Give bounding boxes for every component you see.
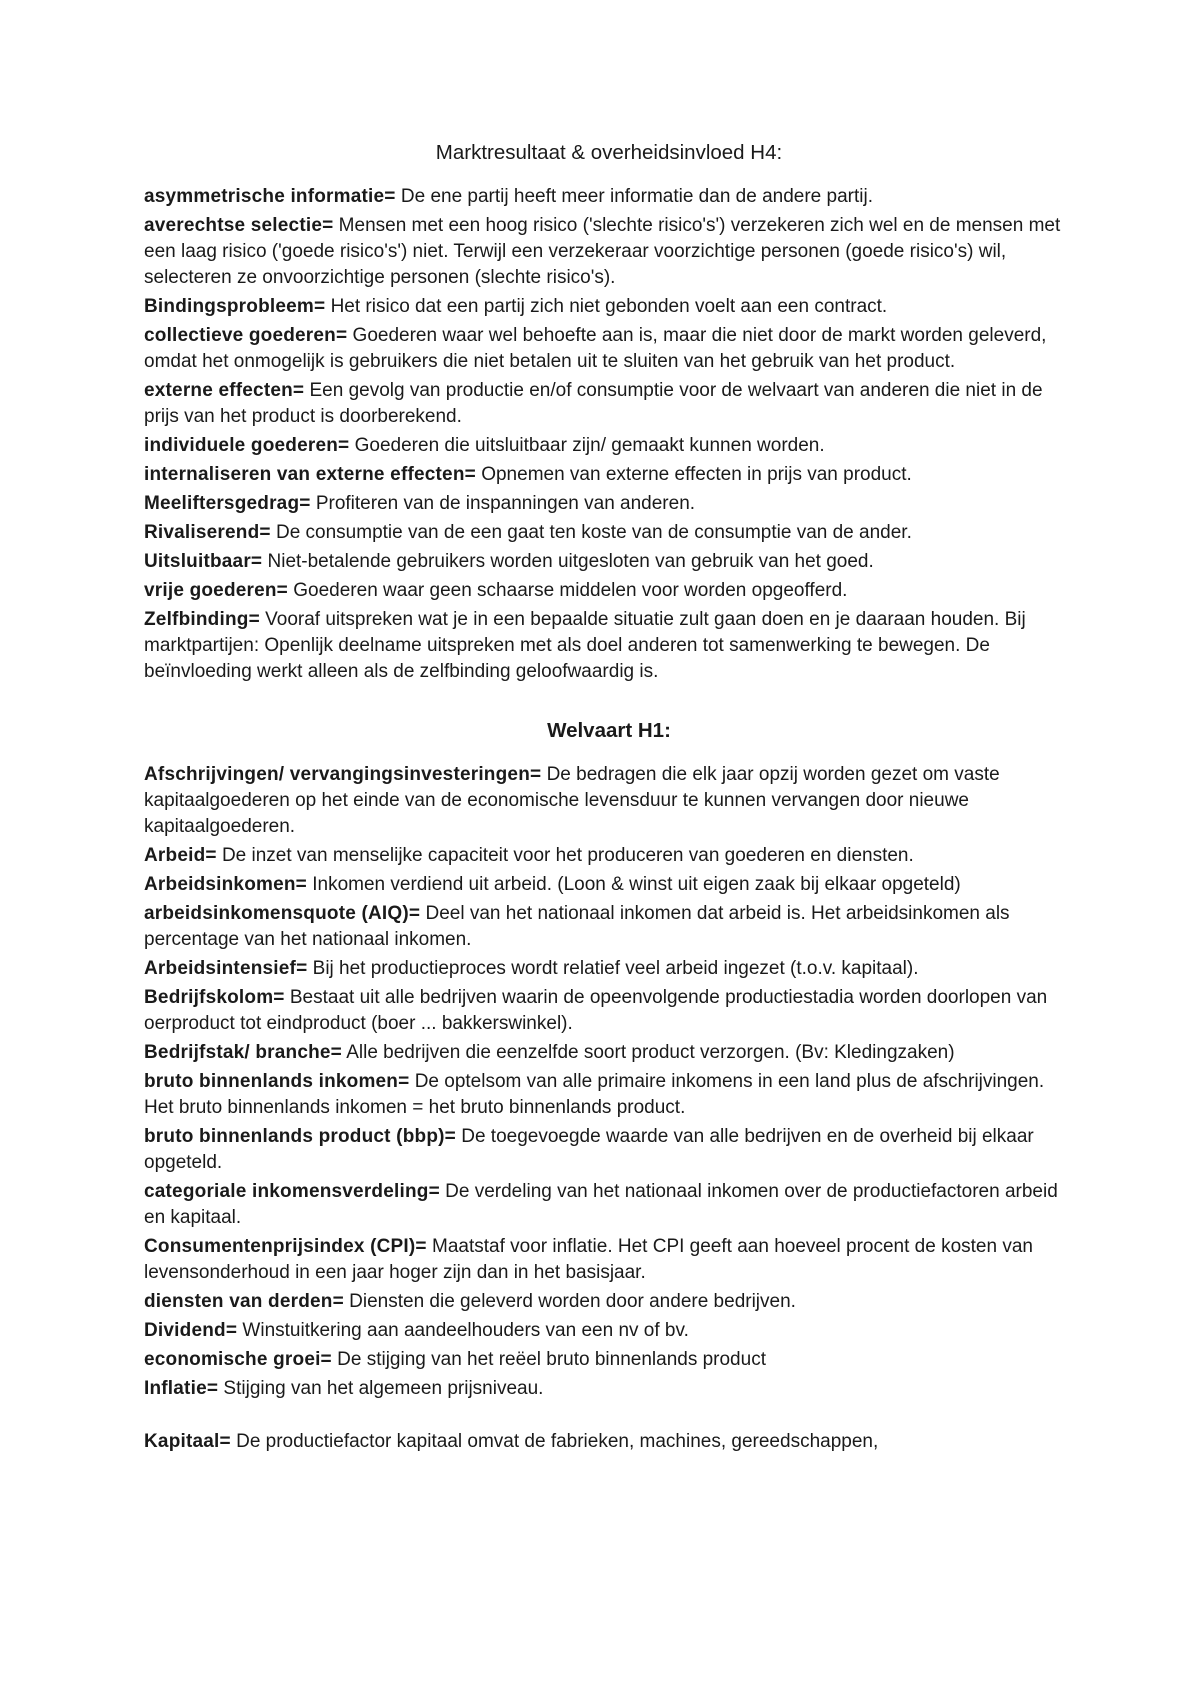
glossary-term: Bedrijfstak/ branche= — [144, 1042, 342, 1063]
glossary-definition: De optelsom van alle primaire inkomens in een land plus de afschrijvingen. Het bruto binnenlands inkomen = het bruto binnenlands product. — [144, 1071, 1045, 1118]
glossary-entry — [144, 491, 1074, 517]
glossary-term: economische groei= — [144, 1349, 332, 1370]
glossary-entry — [144, 956, 1074, 982]
glossary-entry — [144, 872, 1074, 898]
glossary-definition: Deel van het nationaal inkomen dat arbeid is. Het arbeidsinkomen als percentage van het nationaal inkomen. — [144, 903, 1010, 950]
glossary-term: Bedrijfskolom= — [144, 987, 285, 1008]
glossary-entry — [144, 323, 1074, 375]
glossary-term: Kapitaal= — [144, 1431, 231, 1452]
glossary-term: Arbeid= — [144, 845, 217, 866]
section-spacer — [144, 688, 1074, 718]
glossary-definition: Goederen waar geen schaarse middelen voor worden opgeofferd. — [287, 580, 848, 601]
glossary-entry — [144, 1124, 1074, 1176]
glossary-definition: De stijging van het reëel bruto binnenlands product — [331, 1349, 766, 1370]
glossary-entry — [144, 607, 1074, 685]
document-content — [144, 140, 1074, 1458]
glossary-entry — [144, 462, 1074, 488]
glossary-term: Consumentenprijsindex (CPI)= — [144, 1236, 427, 1257]
glossary-term: vrije goederen= — [144, 580, 288, 601]
glossary-term: bruto binnenlands product (bbp)= — [144, 1126, 456, 1147]
glossary-entry — [144, 549, 1074, 575]
glossary-definition: Vooraf uitspreken wat je in een bepaalde situatie zult gaan doen en je daaraan houden. Bij marktpartijen: Openlijk deelname uitspreken met als doel anderen tot samenwerking te bewegen. De beïnvloeding werkt alleen als de zelfbinding geloofwaardig is. — [144, 609, 1026, 682]
glossary-entry — [144, 1429, 1074, 1455]
glossary-term: bruto binnenlands inkomen= — [144, 1071, 410, 1092]
section-title-welvaart: Welvaart H1: — [547, 719, 671, 742]
glossary-entry — [144, 1289, 1074, 1315]
glossary-list-h4 — [144, 184, 1074, 685]
glossary-definition: Niet-betalende gebruikers worden uitgesloten van gebruik van het goed. — [262, 551, 874, 572]
glossary-entry — [144, 762, 1074, 840]
glossary-list-h1 — [144, 762, 1074, 1455]
glossary-entry — [144, 1179, 1074, 1231]
glossary-definition: De consumptie van de een gaat ten koste van de consumptie van de ander. — [270, 522, 912, 543]
glossary-entry — [144, 520, 1074, 546]
glossary-term: individuele goederen= — [144, 435, 350, 456]
glossary-definition: Een gevolg van productie en/of consumptie voor de welvaart van anderen die niet in de prijs van het product is doorberekend. — [144, 380, 1043, 427]
glossary-term: Arbeidsintensief= — [144, 958, 308, 979]
glossary-definition: De inzet van menselijke capaciteit voor het produceren van goederen en diensten. — [216, 845, 914, 866]
glossary-definition: Goederen die uitsluitbaar zijn/ gemaakt kunnen worden. — [349, 435, 825, 456]
glossary-definition: Alle bedrijven die eenzelfde soort product verzorgen. (Bv: Kledingzaken) — [341, 1042, 955, 1063]
glossary-term: Zelfbinding= — [144, 609, 260, 630]
glossary-definition: Mensen met een hoog risico ('slechte risico's') verzekeren zich wel en de mensen met een laag risico ('goede risico's') niet. Terwijl een verzekeraar voorzichtige personen (goede risico's) wil, selecteren ze onvoorzichtige personen (slechte risico's). — [144, 215, 1061, 288]
glossary-entry — [144, 1069, 1074, 1121]
glossary-definition: Het risico dat een partij zich niet gebonden voelt aan een contract. — [325, 296, 888, 317]
glossary-entry — [144, 1234, 1074, 1286]
glossary-entry — [144, 1347, 1074, 1373]
glossary-entry — [144, 1040, 1074, 1066]
glossary-term: Inflatie= — [144, 1378, 219, 1399]
glossary-entry — [144, 1376, 1074, 1402]
glossary-term: Dividend= — [144, 1320, 238, 1341]
glossary-entry — [144, 901, 1074, 953]
glossary-term: Arbeidsinkomen= — [144, 874, 307, 895]
glossary-term: diensten van derden= — [144, 1291, 344, 1312]
glossary-term: Bindingsprobleem= — [144, 296, 326, 317]
glossary-entry — [144, 378, 1074, 430]
glossary-term: Rivaliserend= — [144, 522, 271, 543]
glossary-definition: Goederen waar wel behoefte aan is, maar die niet door de markt worden geleverd, omdat het onmogelijk is gebruikers die niet betalen uit te sluiten van het gebruik van het product. — [144, 325, 1047, 372]
glossary-term: externe effecten= — [144, 380, 305, 401]
glossary-definition: De bedragen die elk jaar opzij worden gezet om vaste kapitaalgoederen op het einde van de economische levensduur te kunnen vervangen door nieuwe kapitaalgoederen. — [144, 764, 1000, 837]
glossary-term: Uitsluitbaar= — [144, 551, 263, 572]
glossary-entry — [144, 433, 1074, 459]
section-title-marktresultaat: Marktresultaat & overheidsinvloed H4: — [435, 141, 783, 164]
glossary-term: averechtse selectie= — [144, 215, 334, 236]
glossary-definition: Inkomen verdiend uit arbeid. (Loon & winst uit eigen zaak bij elkaar opgeteld) — [306, 874, 961, 895]
glossary-term: arbeidsinkomensquote (AIQ)= — [144, 903, 421, 924]
glossary-entry — [144, 843, 1074, 869]
glossary-entry — [144, 213, 1074, 291]
glossary-term: Meeliftersgedrag= — [144, 493, 311, 514]
glossary-entry — [144, 985, 1074, 1037]
glossary-definition: De toegevoegde waarde van alle bedrijven en de overheid bij elkaar opgeteld. — [144, 1126, 1034, 1173]
glossary-definition: Bij het productieproces wordt relatief veel arbeid ingezet (t.o.v. kapitaal). — [307, 958, 919, 979]
glossary-term: Afschrijvingen/ vervangingsinvesteringen= — [144, 764, 542, 785]
glossary-definition: Maatstaf voor inflatie. Het CPI geeft aan hoeveel procent de kosten van levensonderhoud in een jaar hoger zijn dan in het basisjaar. — [144, 1236, 1033, 1283]
glossary-definition: De ene partij heeft meer informatie dan de andere partij. — [395, 186, 873, 207]
glossary-definition: Bestaat uit alle bedrijven waarin de opeenvolgende productiestadia worden doorlopen van oerproduct tot eindproduct (boer ... bakkerswinkel). — [144, 987, 1048, 1034]
glossary-definition: Profiteren van de inspanningen van anderen. — [310, 493, 696, 514]
paragraph-spacer — [144, 1405, 1074, 1429]
glossary-term: internaliseren van externe effecten= — [144, 464, 476, 485]
glossary-definition: Diensten die geleverd worden door andere bedrijven. — [343, 1291, 796, 1312]
glossary-definition: De productiefactor kapitaal omvat de fabrieken, machines, gereedschappen, — [230, 1431, 879, 1452]
glossary-definition: Opnemen van externe effecten in prijs van product. — [475, 464, 912, 485]
glossary-entry — [144, 1318, 1074, 1344]
glossary-definition: Winstuitkering aan aandeelhouders van een nv of bv. — [237, 1320, 689, 1341]
glossary-term: asymmetrische informatie= — [144, 186, 396, 207]
glossary-entry — [144, 184, 1074, 210]
glossary-definition: Stijging van het algemeen prijsniveau. — [218, 1378, 544, 1399]
glossary-definition: De verdeling van het nationaal inkomen over de productiefactoren arbeid en kapitaal. — [144, 1181, 1058, 1228]
glossary-term: collectieve goederen= — [144, 325, 348, 346]
glossary-term: categoriale inkomensverdeling= — [144, 1181, 440, 1202]
glossary-entry — [144, 294, 1074, 320]
glossary-entry — [144, 578, 1074, 604]
